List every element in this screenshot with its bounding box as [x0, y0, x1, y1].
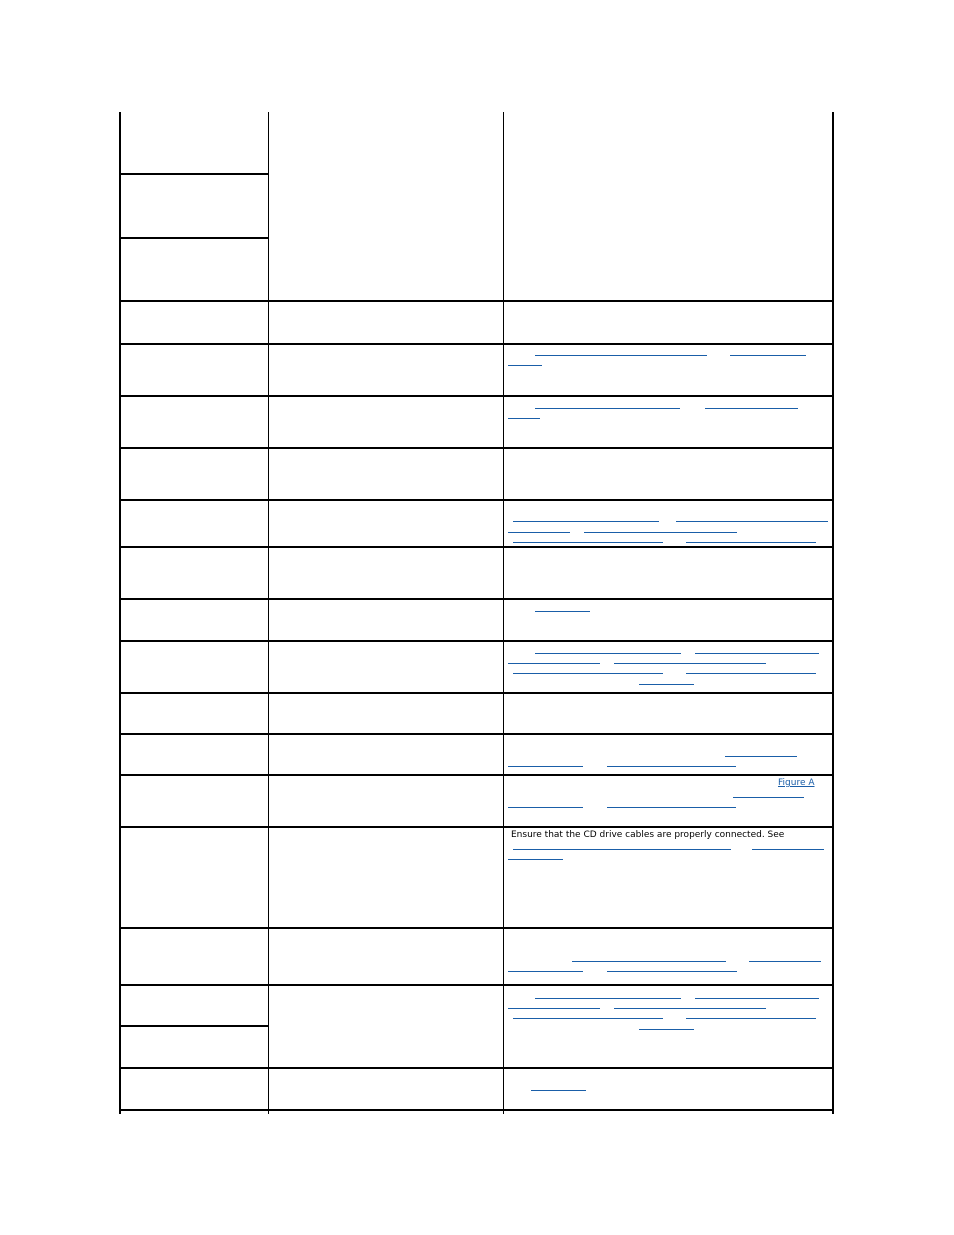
row-divider-partial: [119, 1025, 269, 1027]
reference-link[interactable]: [572, 961, 726, 962]
row-divider: [119, 343, 834, 345]
reference-link[interactable]: [749, 961, 821, 962]
column-divider-2: [503, 112, 504, 1114]
reference-link[interactable]: [607, 971, 737, 972]
reference-link[interactable]: [607, 807, 736, 808]
reference-link[interactable]: [695, 998, 819, 999]
reference-link[interactable]: [513, 673, 663, 674]
row-divider: [119, 546, 834, 548]
reference-link[interactable]: [508, 532, 570, 533]
reference-link[interactable]: [733, 797, 804, 798]
reference-link[interactable]: [508, 971, 583, 972]
reference-link[interactable]: [639, 684, 694, 685]
reference-link[interactable]: [531, 1090, 586, 1091]
reference-link[interactable]: [535, 653, 681, 654]
reference-link[interactable]: [676, 521, 828, 522]
reference-link[interactable]: [686, 673, 816, 674]
column-divider-1: [268, 112, 269, 1114]
figure-a-link[interactable]: Figure A: [778, 778, 815, 788]
row-divider: [119, 300, 834, 302]
reference-link[interactable]: [508, 418, 540, 419]
reference-link[interactable]: [686, 1018, 816, 1019]
row-divider: [119, 692, 834, 694]
reference-link[interactable]: [614, 663, 766, 664]
row-divider: [119, 447, 834, 449]
row-divider: [119, 927, 834, 929]
table-border-left: [119, 112, 121, 1114]
reference-link[interactable]: [508, 766, 583, 767]
reference-link[interactable]: [508, 807, 583, 808]
row-divider: [119, 395, 834, 397]
reference-link[interactable]: [725, 756, 797, 757]
row-divider: [119, 640, 834, 642]
row-divider-partial: [119, 237, 269, 239]
cd-drive-instruction: Ensure that the CD drive cables are properly connected. See: [511, 830, 785, 840]
reference-link[interactable]: [695, 653, 819, 654]
row-divider: [119, 1067, 834, 1069]
reference-link[interactable]: [535, 611, 590, 612]
reference-link[interactable]: [535, 408, 680, 409]
row-divider: [119, 733, 834, 735]
row-divider: [119, 1109, 834, 1111]
reference-link[interactable]: [508, 859, 563, 860]
reference-link[interactable]: [513, 521, 659, 522]
reference-link[interactable]: [508, 1008, 600, 1009]
reference-link[interactable]: [639, 1029, 694, 1030]
reference-link[interactable]: [705, 408, 798, 409]
reference-link[interactable]: [752, 849, 824, 850]
row-divider: [119, 499, 834, 501]
reference-link[interactable]: [513, 1018, 663, 1019]
row-divider: [119, 984, 834, 986]
reference-link[interactable]: [508, 365, 542, 366]
reference-link[interactable]: [513, 542, 663, 543]
reference-link[interactable]: [686, 542, 816, 543]
reference-link[interactable]: [535, 355, 707, 356]
reference-link[interactable]: [535, 998, 681, 999]
row-divider: [119, 598, 834, 600]
reference-link[interactable]: [508, 663, 600, 664]
row-divider-partial: [119, 173, 269, 175]
table-border-right: [832, 112, 834, 1114]
reference-link[interactable]: [584, 532, 737, 533]
reference-link[interactable]: [513, 849, 731, 850]
row-divider: [119, 826, 834, 828]
reference-link[interactable]: [730, 355, 806, 356]
reference-link[interactable]: [607, 766, 736, 767]
row-divider: [119, 774, 834, 776]
reference-link[interactable]: [614, 1008, 766, 1009]
